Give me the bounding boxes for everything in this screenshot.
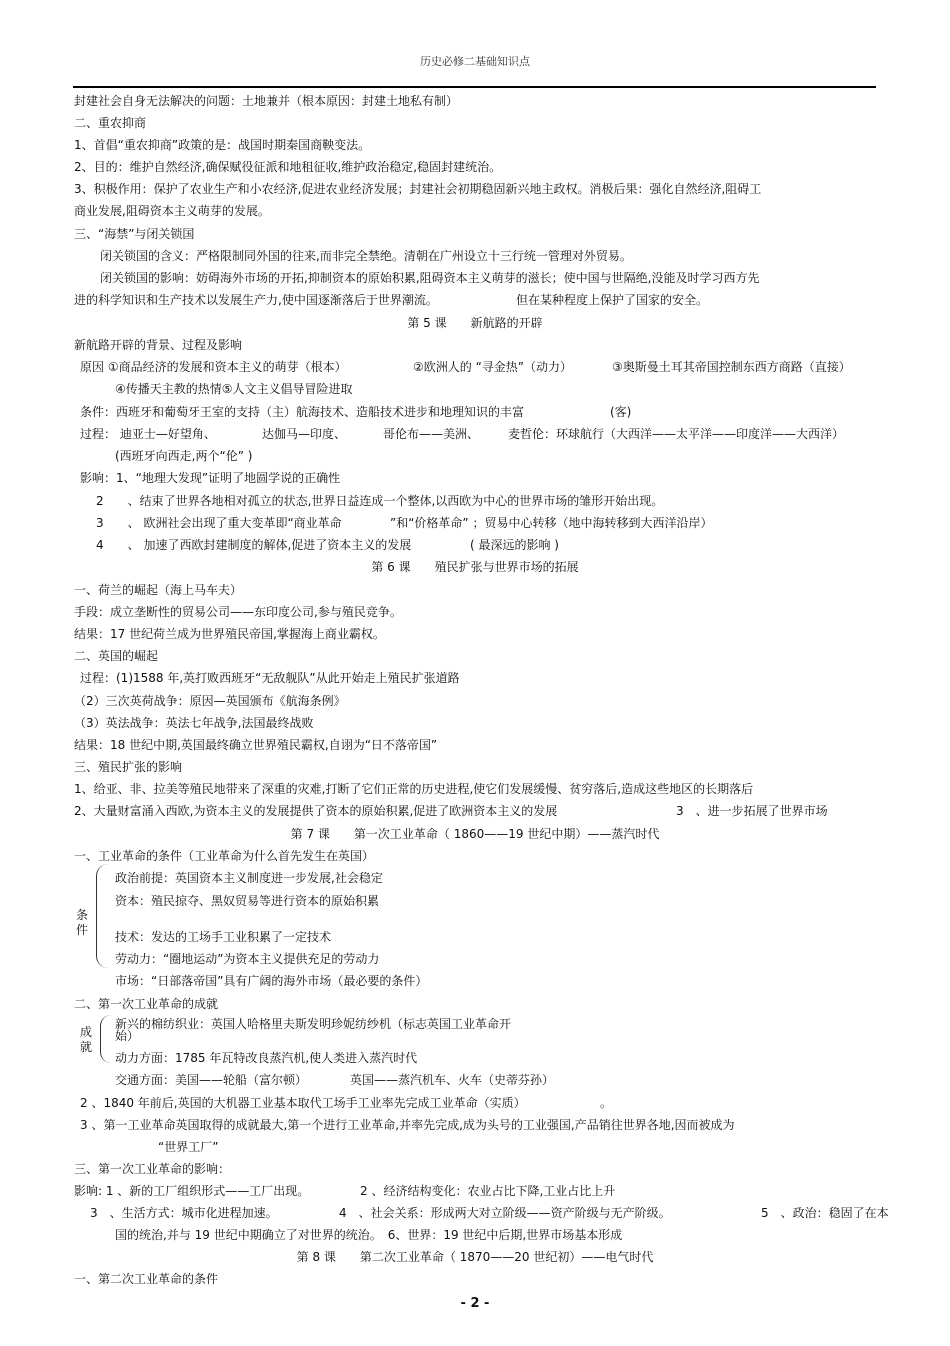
section-heading: 二、第一次工业革命的成就 [74, 997, 219, 1011]
section-heading: 二、重农抑商 [74, 116, 147, 130]
conditions-label: 条件 [76, 908, 89, 937]
text-line: 2 、经济结构变化：农业占比下降,工业占比上升 [360, 1184, 616, 1198]
text-line: ④传播天主教的热情⑤人文主义倡导冒险进取 [115, 382, 353, 396]
text-line: 2、大量财富涌入西欧,为资本主义的发展提供了资本的原始积累,促进了欧洲资本主义的发展 [74, 804, 558, 818]
text-line: 影响: 1 、新的工厂组织形式——工厂出现。 [74, 1184, 310, 1198]
text-line: 麦哲伦：环球航行（大西洋——太平洋——印度洋——大西洋） [508, 427, 845, 441]
text-line: 3 、第一工业革命英国取得的成就最大,第一个进行工业革命,并率先完成,成为头号的工业强国,产品销往世界各地,因而被成为 [80, 1118, 735, 1132]
text-line: 结果：18 世纪中期,英国最终确立世界殖民霸权,自诩为“日不落帝国” [74, 738, 438, 752]
text-line: 闭关锁国的含义：严格限制同外国的往来,而非完全禁绝。清朝在广州设立十三行统一管理对外贸易。 [100, 249, 632, 263]
text-line: 封建社会自身无法解决的问题：土地兼并（根本原因：封建土地私有制） [74, 94, 459, 108]
section-heading: 三、第一次工业革命的影响： [74, 1162, 231, 1176]
text-line: 3 、生活方式：城市化进程加速。 [90, 1206, 278, 1220]
text-line: 技术：发达的工场手工业积累了一定技术 [115, 930, 332, 944]
text-line: 商业发展,阻碍资本主义萌芽的发展。 [74, 204, 270, 218]
lesson-title: 第 6 课 殖民扩张与世界市场的拓展 [371, 560, 579, 574]
text-line: 进的科学知识和生产技术以发展生产力,使中国逐渐落后于世界潮流。 [74, 293, 438, 307]
text-line: 2、目的：维护自然经济,确保赋役征派和地租征收,维护政治稳定,稳固封建统治。 [74, 160, 502, 174]
conditions-brace [96, 864, 109, 968]
text-line: 英国——蒸汽机车、火车（史蒂芬孙） [350, 1073, 555, 1087]
text-line: (客) [610, 405, 632, 419]
text-line: （3）英法战争：英法七年战争,法国最终战败 [74, 716, 314, 730]
header-rule [73, 86, 876, 88]
text-line: 新兴的棉纺织业：英国人哈格里夫斯发明珍妮纺纱机（标志英国工业革命开 [115, 1017, 512, 1031]
text-line: 1、给亚、非、拉美等殖民地带来了深重的灾难,打断了它们正常的历史进程,使它们发展缓慢、贫穷落后,造成这些地区的长期落后 [74, 782, 754, 796]
text-line: 3 、 欧洲社会出现了重大变革即“商业革命 [96, 516, 342, 530]
section-heading: 新航路开辟的背景、过程及影响 [74, 338, 243, 352]
text-line: ”和“价格革命” ；贸易中心转移（地中海转移到大西洋沿岸） [390, 516, 713, 530]
text-line: 政治前提：英国资本主义制度进一步发展,社会稳定 [115, 871, 383, 885]
section-heading: 三、“海禁”与闭关锁国 [74, 227, 195, 241]
section-heading: 一、工业革命的条件（工业革命为什么首先发生在英国） [74, 849, 375, 863]
text-line: 资本：殖民掠夺、黑奴贸易等进行资本的原始积累 [115, 894, 380, 908]
text-line: ②欧洲人的 “寻金热”（动力） [413, 360, 573, 374]
text-line: 动力方面：1785 年瓦特改良蒸汽机,使人类进入蒸汽时代 [115, 1051, 418, 1065]
text-line: 4 、 加速了西欧封建制度的解体,促进了资本主义的发展 [96, 538, 412, 552]
text-line: 哥伦布——美洲、 [383, 427, 480, 441]
page-header: 历史必修二基础知识点 [420, 55, 530, 68]
text-line: 但在某种程度上保护了国家的安全。 [516, 293, 709, 307]
section-heading: 一、荷兰的崛起（海上马车夫） [74, 583, 243, 597]
text-line: 劳动力：“圈地运动”为资本主义提供充足的劳动力 [115, 952, 380, 966]
text-line: 过程： 迪亚士—好望角、 [80, 427, 216, 441]
text-line: 闭关锁国的影响：妨碍海外市场的开拓,抑制资本的原始积累,阻碍资本主义萌芽的滋长；使中国与世隔绝,没能及时学习西方先 [100, 271, 760, 285]
lesson-title: 第 7 课 第一次工业革命（ 1860——19 世纪中期）——蒸汽时代 [290, 827, 660, 841]
lesson-title: 第 8 课 第二次工业革命（ 1870——20 世纪初）——电气时代 [296, 1250, 654, 1264]
text-line: ③奥斯曼土耳其帝国控制东西方商路（直接） [612, 360, 851, 374]
achievements-brace [100, 1015, 111, 1063]
section-heading: 二、英国的崛起 [74, 649, 159, 663]
text-line: 影响：1、“地理大发现”证明了地圆学说的正确性 [80, 471, 341, 485]
text-line: 市场：“日部落帝国”具有广阔的海外市场（最必要的条件） [115, 974, 428, 988]
text-line: 1、首倡“重农抑商”政策的是：战国时期秦国商鞅变法。 [74, 138, 371, 152]
page-number: - 2 - [460, 1296, 490, 1311]
text-line: 条件：西班牙和葡萄牙王室的支持（主）航海技术、造船技术进步和地理知识的丰富 [80, 405, 525, 419]
text-line: (西班牙向西走,两个“伦” ) [115, 449, 253, 463]
section-heading: 一、第二次工业革命的条件 [74, 1272, 219, 1286]
text-line: 3 、进一步拓展了世界市场 [676, 804, 828, 818]
text-line: 5 、政治：稳固了在本 [761, 1206, 889, 1220]
text-line: 过程：(1)1588 年,英打败西班牙“无敌舰队”从此开始走上殖民扩张道路 [80, 671, 460, 685]
text-line: 结果：17 世纪荷兰成为世界殖民帝国,掌握海上商业霸权。 [74, 627, 385, 641]
text-line: 。 [600, 1096, 613, 1110]
text-line: 始） [115, 1029, 140, 1043]
text-line: （2）三次英荷战争：原因—英国颁布《航海条例》 [74, 694, 346, 708]
text-line: 4 、社会关系：形成两大对立阶级——资产阶级与无产阶级。 [339, 1206, 671, 1220]
text-line: 达伽马—印度、 [262, 427, 347, 441]
text-line: ( 最深远的影响 ) [470, 538, 559, 552]
text-line: “世界工厂” [158, 1140, 219, 1154]
achievements-label: 成就 [80, 1025, 93, 1054]
lesson-title: 第 5 课 新航路的开辟 [407, 316, 543, 330]
text-line: 2 、结束了世界各地相对孤立的状态,世界日益连成一个整体,以西欧为中心的世界市场的雏形开始出现。 [96, 494, 664, 508]
text-line: 手段：成立垄断性的贸易公司——东印度公司,参与殖民竞争。 [74, 605, 402, 619]
text-line: 国的统治,并与 19 世纪中期确立了对世界的统治。 6、世界：19 世纪中后期,世界市场基本形成 [115, 1228, 623, 1242]
text-line: 2 、1840 年前后,英国的大机器工业基本取代工场手工业率先完成工业革命（实质） [80, 1096, 526, 1110]
text-line: 原因 ①商品经济的发展和资本主义的萌芽（根本） [80, 360, 347, 374]
text-line: 交通方面：美国——轮船（富尔顿） [115, 1073, 308, 1087]
text-line: 3、积极作用：保护了农业生产和小农经济,促进农业经济发展；封建社会初期稳固新兴地主政权。消极后果：强化自然经济,阻碍工 [74, 182, 762, 196]
section-heading: 三、殖民扩张的影响 [74, 760, 183, 774]
